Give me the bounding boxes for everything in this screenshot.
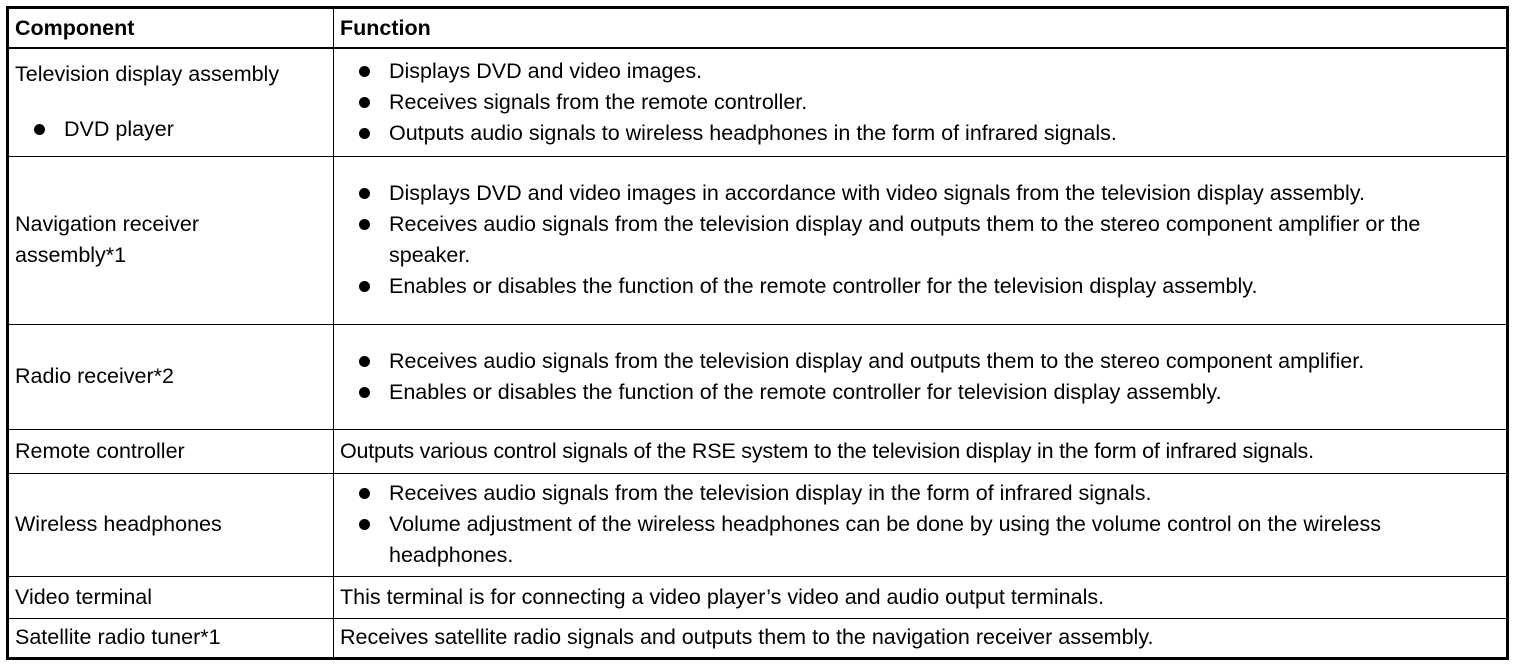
function-text: Outputs audio signals to wireless headphones in the form of infrared signals.	[389, 120, 1117, 145]
function-text: Receives satellite radio signals and outputs them to the navigation receiver assembly.	[340, 625, 1154, 649]
function-text: Displays DVD and video images.	[389, 58, 703, 83]
function-cell	[334, 576, 1508, 618]
function-text: Enables or disables the function of the remote controller for the television display assembly.	[389, 274, 1258, 298]
list-item	[340, 377, 1500, 408]
table-row	[8, 48, 1508, 156]
component-cell	[8, 473, 334, 576]
function-text: Outputs various control signals of the RSE system to the television display in the form of infrared signals.	[340, 438, 1314, 463]
function-cell	[334, 429, 1508, 473]
component-name: Video terminal	[15, 584, 153, 609]
bullet-icon	[359, 66, 370, 77]
component-cell	[8, 48, 334, 156]
table-row	[8, 324, 1508, 429]
function-text: Receives audio signals from the television display in the form of infrared signals.	[389, 481, 1152, 505]
component-cell	[8, 618, 334, 658]
function-text: Receives signals from the remote controller.	[389, 89, 808, 114]
component-name: Radio receiver*2	[15, 364, 174, 388]
function-text: Receives audio signals from the television display and outputs them to the stereo component amplifier or the speaker.	[389, 212, 1421, 267]
list-item	[340, 209, 1500, 271]
function-cell	[334, 156, 1508, 324]
bullet-icon	[359, 128, 370, 139]
component-function-table	[6, 6, 1509, 660]
function-list	[340, 178, 1500, 302]
bullet-icon	[359, 219, 370, 230]
list-item	[340, 346, 1500, 377]
table-row	[8, 429, 1508, 473]
header-function: Function	[334, 8, 1508, 49]
bullet-icon	[359, 281, 370, 292]
bullet-icon	[359, 488, 370, 499]
component-cell	[8, 324, 334, 429]
sub-component	[15, 114, 327, 145]
list-item	[340, 118, 1500, 149]
list-item	[340, 509, 1500, 571]
list-item	[340, 271, 1500, 302]
list-item	[340, 56, 1500, 87]
list-item	[340, 478, 1500, 509]
header-component: Component	[8, 8, 334, 49]
component-cell	[8, 156, 334, 324]
bullet-icon	[359, 387, 370, 398]
function-list	[340, 478, 1500, 571]
table-row	[8, 156, 1508, 324]
component-name: Wireless headphones	[15, 512, 222, 536]
function-cell	[334, 473, 1508, 576]
function-text: Volume adjustment of the wireless headphones can be done by using the volume control on the wireless headphones.	[389, 512, 1381, 567]
list-item	[340, 178, 1500, 209]
component-name: Television display assembly	[15, 62, 280, 86]
function-text: This terminal is for connecting a video player’s video and audio output terminals.	[340, 584, 1105, 609]
table-row	[8, 576, 1508, 618]
function-text: Displays DVD and video images in accordance with video signals from the television display assembly.	[389, 181, 1365, 205]
sub-component-name: DVD player	[64, 117, 174, 141]
function-text: Receives audio signals from the television display and outputs them to the stereo component amplifier.	[389, 348, 1365, 373]
header-row	[8, 8, 1508, 49]
table-row	[8, 473, 1508, 576]
function-list	[340, 346, 1500, 408]
component-name: Satellite radio tuner*1	[15, 625, 221, 649]
bullet-icon	[359, 188, 370, 199]
bullet-icon	[359, 97, 370, 108]
component-cell	[8, 576, 334, 618]
function-list	[340, 56, 1500, 149]
table-row	[8, 618, 1508, 658]
bullet-icon	[359, 356, 370, 367]
function-cell	[334, 48, 1508, 156]
function-cell	[334, 324, 1508, 429]
bullet-icon	[359, 519, 370, 530]
component-name: Remote controller	[15, 438, 185, 463]
list-item	[340, 87, 1500, 118]
bullet-icon	[34, 124, 45, 135]
component-cell	[8, 429, 334, 473]
function-cell	[334, 618, 1508, 658]
function-text: Enables or disables the function of the remote controller for television display assembly.	[389, 379, 1222, 404]
component-name: Navigation receiver assembly*1	[15, 212, 200, 267]
